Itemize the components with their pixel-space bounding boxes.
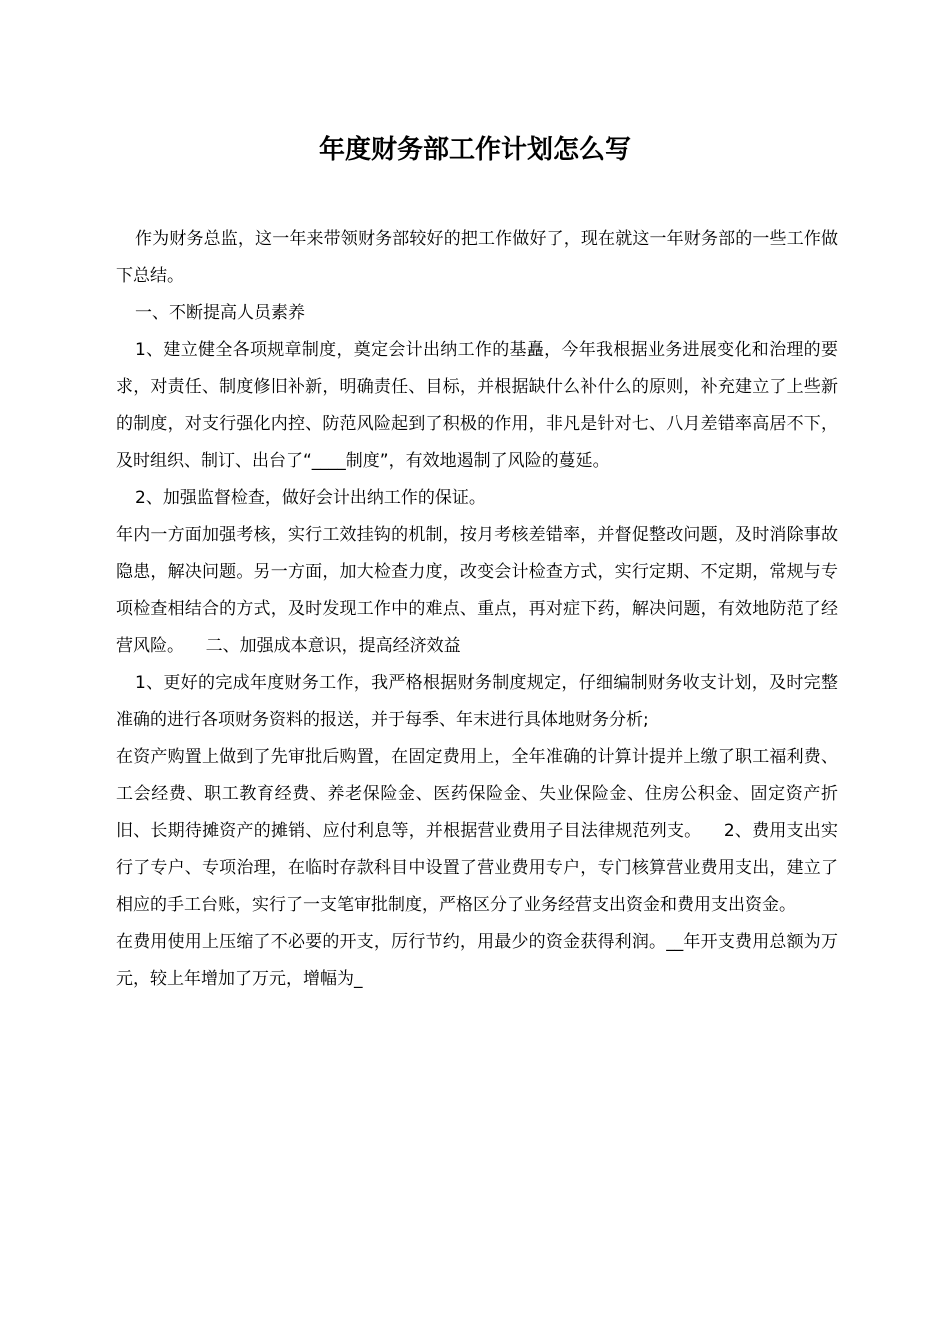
section-heading-2: 二、加强成本意识，提高经济效益	[205, 636, 461, 656]
paragraph-1-1: 1、建立健全各项规章制度，奠定会计出纳工作的基矗，今年我根据业务进展变化和治理的要求，对责任、制度修旧补新，明确责任、目标，并根据缺什么补什么的原则，补充建立了上些新的制度，对支行强化内控、防范风险起到了积极的作用，非凡是针对七、八月差错率高居不下，及时组织、制订、出台了“____制度”，有效地遏制了风险的蔓延。	[116, 340, 838, 471]
paragraph-1-2-body: 年内一方面加强考核，实行工效挂钩的机制，按月考核差错率，并督促整改问题，及时消除事故隐患，解决问题。另一方面，加大检查力度，改变会计检查方式，实行定期、不定期，常规与专项检查相结合的方式，及时发现工作中的难点、重点，再对症下药，解决问题，有效地防范了经营风险。	[116, 525, 838, 656]
paragraph-2-1-body-wrap	[116, 739, 838, 924]
paragraph-1-2-body-wrap	[116, 517, 838, 665]
paragraph-1-2-heading: 2、加强监督检查，做好会计出纳工作的保证。	[135, 488, 486, 508]
paragraph-2-2-body: 在费用使用上压缩了不必要的开支，厉行节约，用最少的资金获得利润。__年开支费用总额为万元，较上年增加了万元，增幅为_	[116, 932, 838, 989]
paragraph-2-2: 2、费用支出实行了专户、专项治理，在临时存款科目中设置了营业费用专户，专门核算营业费用支出，建立了相应的手工台账，实行了一支笔审批制度，严格区分了业务经营支出资金和费用支出资金。	[116, 821, 838, 915]
paragraph-intro: 作为财务总监，这一年来带领财务部较好的把工作做好了，现在就这一年财务部的一些工作做下总结。	[116, 229, 838, 286]
paragraph-2-1: 1、更好的完成年度财务工作，我严格根据财务制度规定，仔细编制财务收支计划，及时完整准确的进行各项财务资料的报送，并于每季、年末进行具体地财务分析;	[116, 673, 838, 730]
document-body	[116, 221, 838, 998]
paragraph-2-1-body: 在资产购置上做到了先审批后购置，在固定费用上，全年准确的计算计提并上缴了职工福利费、工会经费、职工教育经费、养老保险金、医药保险金、失业保险金、住房公积金、固定资产折旧、长期待摊资产的摊销、应付利息等，并根据营业费用子目法律规范列支。	[116, 747, 838, 841]
section-heading-1: 一、不断提高人员素养	[135, 303, 305, 323]
document-title: 年度财务部工作计划怎么写	[318, 135, 631, 165]
